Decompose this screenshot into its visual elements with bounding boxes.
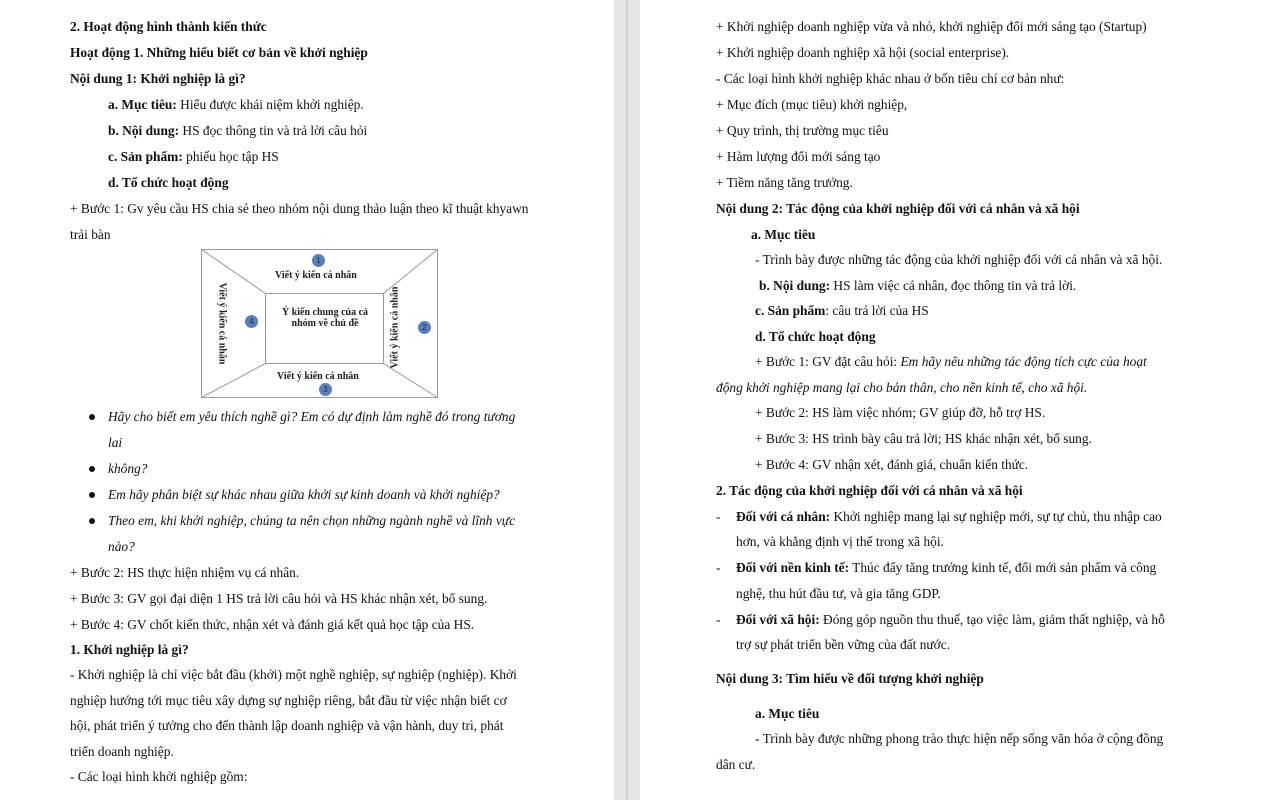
- document-page-right: [640, 0, 1269, 800]
- question-4: Theo em, khi khởi nghiệp, chúng ta nên chọn những ngành nghề và lĩnh vực: [108, 513, 516, 528]
- page-divider: [626, 0, 628, 800]
- impact-individual: Đối với cá nhân: Khởi nghiệp mang lại sự nghiệp mới, sự tự chủ, thu nhập cao: [736, 509, 1162, 524]
- dash-marker: -: [716, 612, 721, 627]
- organization-line: d. Tổ chức hoạt động: [755, 329, 876, 344]
- step2-line: + Bước 2: HS thực hiện nhiệm vụ cá nhân.: [70, 565, 300, 580]
- number-badge-1: 1: [312, 254, 325, 267]
- diagram-center-label: Ý kiến chung của cả nhóm về chủ đề: [281, 307, 369, 329]
- knowledge-heading: 2. Tác động của khởi nghiệp đối với cá nhân và xã hội: [716, 483, 1023, 498]
- step4-line: + Bước 4: GV nhận xét, đánh giá, chuẩn kiến thức.: [755, 457, 1029, 472]
- list-item: + Quy trình, thị trường mục tiêu: [716, 123, 889, 138]
- paragraph-line: triển doanh nghiệp.: [70, 744, 174, 759]
- list-item: + Khởi nghiệp doanh nghiệp xã hội (social enterprise).: [716, 45, 1010, 60]
- bullet-dot: [89, 414, 95, 420]
- content-heading: Nội dung 1: Khởi nghiệp là gì?: [70, 71, 246, 86]
- dash-marker: -: [716, 560, 721, 575]
- step1-line-cont: động khởi nghiệp mang lại cho bản thân, cho nền kinh tế, cho xã hội.: [716, 380, 1088, 395]
- list-item: + Mục đích (mục tiêu) khởi nghiệp,: [716, 97, 908, 112]
- content-heading: Nội dung 2: Tác động của khởi nghiệp đối với cá nhân và xã hội: [716, 201, 1080, 216]
- section-heading: 2. Hoạt động hình thành kiến thức: [70, 19, 267, 34]
- impact-economy-cont: nghệ, thu hút đầu tư, và gia tăng GDP.: [736, 586, 941, 601]
- bullet-dot: [89, 492, 95, 498]
- knowledge-heading: 1. Khởi nghiệp là gì?: [70, 642, 189, 657]
- bullet-dot: [89, 518, 95, 524]
- paragraph-line: - Các loại hình khởi nghiệp gồm:: [70, 769, 248, 784]
- organization-line: d. Tổ chức hoạt động: [108, 175, 229, 190]
- impact-economy: Đối với nền kinh tế: Thúc đẩy tăng trưởng kinh tế, đổi mới sản phẩm và công: [736, 560, 1157, 575]
- paragraph-line: - Khởi nghiệp là chỉ việc bắt đầu (khởi) một nghề nghiệp, sự nghiệp (nghiệp). Khởi: [70, 667, 517, 682]
- bullet-dot: [89, 466, 95, 472]
- diagram-bottom-label: Viết ý kiến cá nhân: [277, 371, 359, 382]
- question-4-cont: nào?: [108, 539, 135, 554]
- objective-heading: a. Mục tiêu: [755, 706, 820, 721]
- list-item: - Các loại hình khởi nghiệp khác nhau ở bốn tiêu chí cơ bản như:: [716, 71, 1065, 86]
- list-item: + Tiềm năng tăng trưởng.: [716, 175, 853, 190]
- product-line: c. Sản phẩm: phiếu học tập HS: [108, 149, 279, 164]
- step1-line: + Bước 1: Gv yêu cầu HS chia sẻ theo nhóm nội dung thảo luận theo kĩ thuật khyawn: [70, 201, 529, 216]
- step4-line: + Bước 4: GV chốt kiến thức, nhận xét và đánh giá kết quả học tập của HS.: [70, 617, 475, 632]
- question-3: Em hãy phân biệt sự khác nhau giữa khởi sự kinh doanh và khởi nghiệp?: [108, 487, 500, 502]
- product-line: c. Sản phẩm: câu trả lời của HS: [755, 303, 929, 318]
- question-1-cont: lai: [108, 435, 123, 450]
- diagram-right-label: Viết ý kiến cá nhân: [389, 286, 401, 369]
- impact-individual-cont: hơn, và khẳng định vị thế trong xã hội.: [736, 534, 944, 549]
- question-2: không?: [108, 461, 148, 476]
- list-item: + Khởi nghiệp doanh nghiệp vừa và nhỏ, khởi nghiệp đổi mới sáng tạo (Startup): [716, 19, 1147, 34]
- diagram-top-label: Viết ý kiến cá nhân: [275, 270, 357, 281]
- number-badge-2: 2: [418, 321, 431, 334]
- list-item: + Hàm lượng đổi mới sáng tạo: [716, 149, 881, 164]
- objective-heading: a. Mục tiêu: [751, 227, 816, 242]
- document-page-left: [0, 0, 614, 800]
- step1-line-cont: trải bàn: [70, 227, 111, 242]
- impact-society-cont: trợ sự phát triển bền vững của đất nước.: [736, 637, 951, 652]
- question-1: Hãy cho biết em yêu thích nghề gì? Em có dự định làm nghề đó trong tương: [108, 409, 516, 424]
- impact-society: Đối với xã hội: Đóng góp nguồn thu thuế, tạo việc làm, giảm thất nghiệp, và hỗ: [736, 612, 1165, 627]
- diagram-left-label: Viết ý kiến cá nhân: [216, 282, 228, 365]
- number-badge-3: 3: [319, 383, 332, 396]
- placemat-diagram: [201, 249, 438, 398]
- paragraph-line: hội, phát triển ý tưởng cho đến thành lập doanh nghiệp và vận hành, duy trì, phát: [70, 718, 504, 733]
- content-line: b. Nội dung: HS đọc thông tin và trả lời câu hỏi: [108, 123, 368, 138]
- objective-text: - Trình bày được những phong trào thực hiện nếp sống văn hóa ở cộng đồng: [755, 731, 1164, 746]
- step2-line: + Bước 2: HS làm việc nhóm; GV giúp đỡ, hỗ trợ HS.: [755, 405, 1046, 420]
- content-line: b. Nội dung: HS làm việc cá nhân, đọc thông tin và trả lời.: [759, 278, 1077, 293]
- objective-text-cont: dân cư.: [716, 757, 756, 772]
- step1-line: + Bước 1: GV đặt câu hỏi: Em hãy nêu những tác động tích cực của hoạt: [755, 354, 1147, 369]
- step3-line: + Bước 3: HS trình bày câu trả lời; HS khác nhận xét, bổ sung.: [755, 431, 1092, 446]
- dash-marker: -: [716, 509, 721, 524]
- activity-heading: Hoạt động 1. Những hiểu biết cơ bản về khởi nghiệp: [70, 45, 368, 60]
- paragraph-line: nghiệp hướng tới mục tiêu xây dựng sự nghiệp riêng, bắt đầu từ việc nhận biết cơ: [70, 693, 507, 708]
- objective-text: - Trình bày được những tác động của khởi nghiệp đối với cá nhân và xã hội.: [755, 252, 1163, 267]
- content-heading: Nội dung 3: Tìm hiểu về đối tượng khởi nghiệp: [716, 671, 984, 686]
- objective-line: a. Mục tiêu: Hiểu được khái niệm khởi nghiệp.: [108, 97, 364, 112]
- step3-line: + Bước 3: GV gọi đại diện 1 HS trả lời câu hỏi và HS khác nhận xét, bổ sung.: [70, 591, 488, 606]
- number-badge-4: 4: [245, 315, 258, 328]
